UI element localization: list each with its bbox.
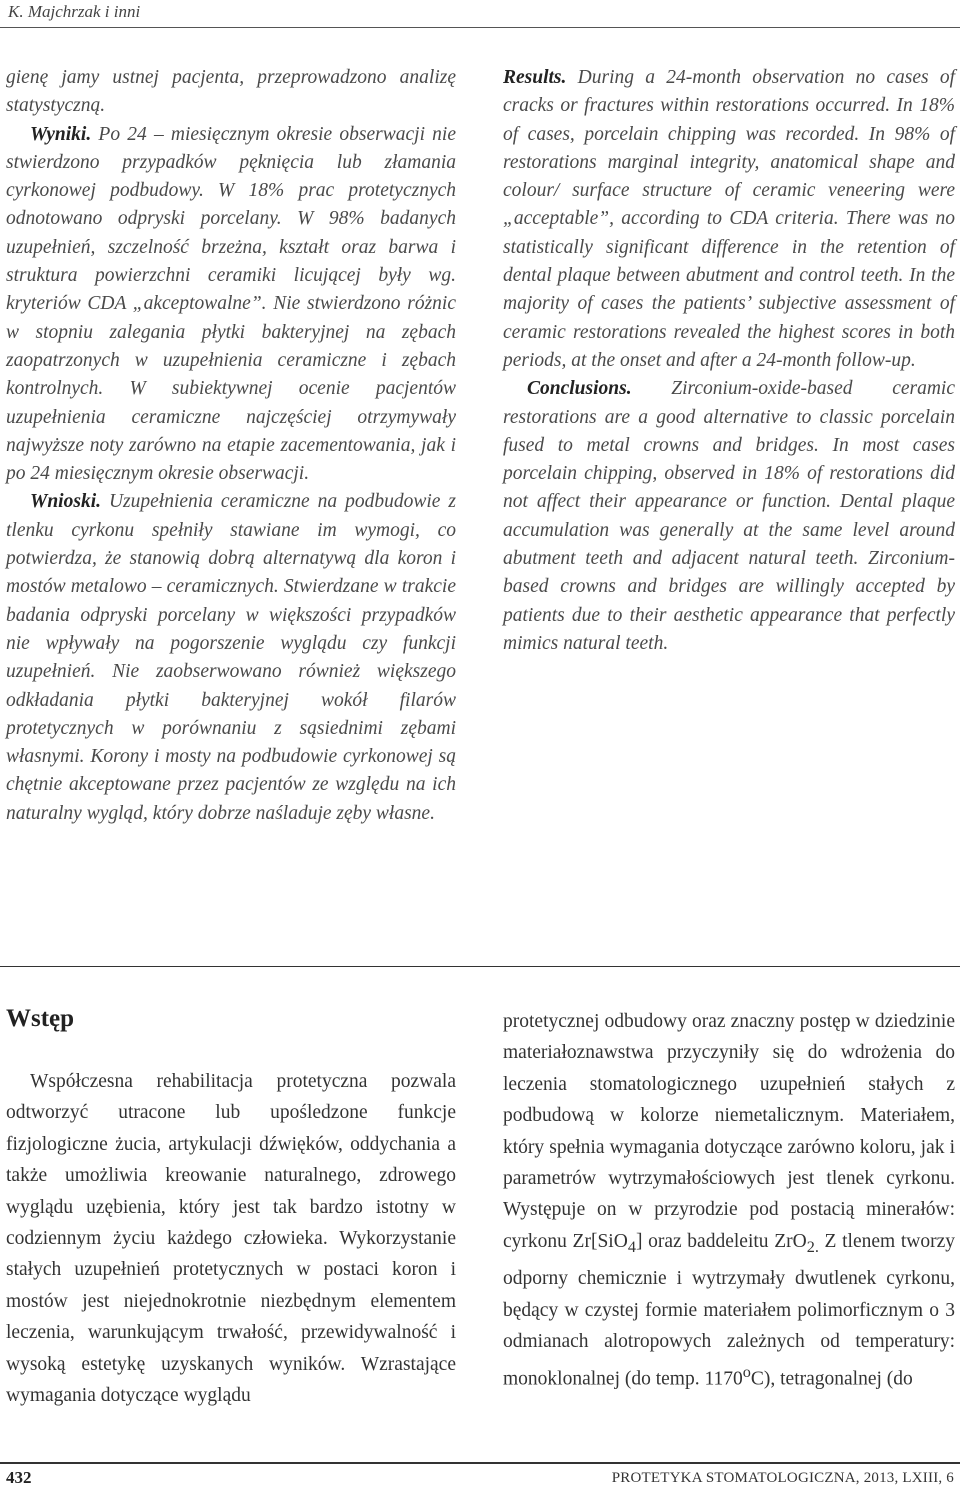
results-text-pl: Po 24 – miesięcznym okresie obserwacji nie stwierdzono przypadków pęknięcia lub złamania cyrkonowej podbudowy. W 18% prac protetycznych odnotowano odpryski porcelany. W 98% badanych uzupełnień, szczelność brzeżna, kształt oraz barwa i struktura powierzchni ceramiki licującej były wg. kryteriów CDA „akceptowalne”. Nie stwierdzono różnic w stopniu zalegania płytki bakteryjnej na zębach zaopatrzonych w uzupełnienia ceramiczne i zębach kontrolnych. W subiektywnej ocenie pacjentów uzupełnienia ceramiczne najczęściej otrzymywały najwyższe noty zarówno na etapie zacementowania, jak i po 24 miesięcznym okresie obserwacji. [6,123,456,485]
header-divider [0,27,960,28]
results-text-en: During a 24-month observation no cases of cracks or fractures within restorations occurred. In 18% of cases, porcelain chipping was recorded. In 98% of restorations marginal integrity, anatomical shape and colour/ surface structure of ceramic veneering were „acceptable”, according to CDA criteria. There was no statistically significant difference in the retention of dental plaque between abutment and control teeth. In the majority of cases the patients’ subjective assessment of ceramic restorations revealed the highest scores in both periods, at the onset and after a 24-month follow-up. [503,67,955,371]
intro-text-part-1: protetycznej odbudowy oraz znaczny postęp w dziedzinie materiałoznawstwa przyczyniły się do wdrożenia do leczenia stomatologicznego uzupełnień stałych z podbudową w kolorze niemetalicznym. Materiałem, który spełnia wymagania dotyczące zarówno koloru, jak i parametrów wytrzymałościowych jest tlenek cyrkonu. Występuje on w przyrodzie pod postacią minerałów: cyrkonu Zr[SiO [503,1011,955,1252]
conclusions-heading-pl: Wnioski. [30,491,101,513]
abstract-pl-results [6,121,456,489]
abstract-en-conclusions [503,375,955,658]
journal-citation: PROTETYKA STOMATOLOGICZNA, 2013, LXIII, 6 [611,1470,954,1486]
abstract-pl-paragraph-1: gienę jamy ustnej pacjenta, przeprowadzono analizę statystyczną. [6,67,456,117]
section-divider [0,966,960,967]
subscript-2: 2. [806,1237,819,1256]
superscript-degree: o [742,1363,751,1382]
intro-text-part-2: ] oraz baddeleitu ZrO [635,1230,807,1252]
abstract-english [503,64,955,658]
running-head: K. Majchrzak i inni [8,2,141,21]
section-title: Wstęp [6,1005,75,1032]
page-number: 432 [6,1468,32,1487]
conclusions-heading-en: Conclusions. [527,378,632,400]
introduction-paragraph-1: Współczesna rehabilitacja protetyczna pozwala odtworzyć utracone lub upośledzone funkcje fizjologiczne żucia, artykulacji dźwięków, oddychania a także umożliwia kreowanie naturalnego, zdrowego wyglądu uzębienia, który jest tak bardzo istotny w codziennym życiu każdego człowieka. Wykorzystanie stałych uzupełnień protetycznych w postaci koron i mostów jest niejednokrotnie niezbędnym elementem leczenia, warunkującym trwałość, przewidywalność i wysoką estetykę uzyskanych wyników. Wzrastające wymagania dotyczące wyglądu [6,1071,456,1407]
conclusions-text-pl: Uzupełnienia ceramiczne na podbudowie z tlenku cyrkonu spełniły stawiane im wymogi, co potwierdza, że stanowią dobrą alternatywą dla koron i mostów metalowo – ceramicznych. Stwierdzane w trakcie badania odpryski porcelany w większości przypadków nie wpływały na pogorszenie wyglądu czy funkcji uzupełnień. Nie zaobserwowano również większego odkładania płytki bakteryjnej wokół filarów protetycznych w porównaniu z sąsiednimi zębami własnymi. Korony i mosty na podbudowie cyrkonowej są chętnie akceptowane przez pacjentów ze względu na ich naturalny wygląd, który dobrze naśladuje zęby własne. [6,491,456,824]
abstract-pl-conclusions [6,488,456,828]
results-heading-pl: Wyniki. [30,123,92,145]
introduction-right-column [503,1006,955,1395]
results-heading-en: Results. [503,67,567,88]
intro-text-part-4: C), tetragonalnej (do [750,1368,913,1390]
subscript-4: 4 [627,1237,636,1256]
introduction-paragraph-2 [503,1006,955,1395]
footer-divider [0,1462,960,1464]
intro-text-part-3: Z tlenem tworzy odporny chemicznie i wytrzymały dwutlenek cyrkonu, będący w czystej formie materiałem polimorficznym o 3 odmianach alotropowych zależnych od temperatury: monoklonalnej (do temp. 1170 [503,1230,955,1390]
abstract-en-results [503,64,955,375]
introduction-left-column [6,1066,456,1411]
abstract-polish [6,64,456,828]
conclusions-text-en: Zirconium-oxide-based ceramic restorations are a good alternative to classic porcelain fused to metal crowns and bridges. In most cases porcelain chipping, observed in 18% of restorations did not affect their appearance or function. Dental plaque accumulation was generally at the same level around abutment teeth and adjacent natural teeth. Zirconium-based crowns and bridges are willingly accepted by patients due to their aesthetic appearance that perfectly mimics natural teeth. [503,378,955,654]
